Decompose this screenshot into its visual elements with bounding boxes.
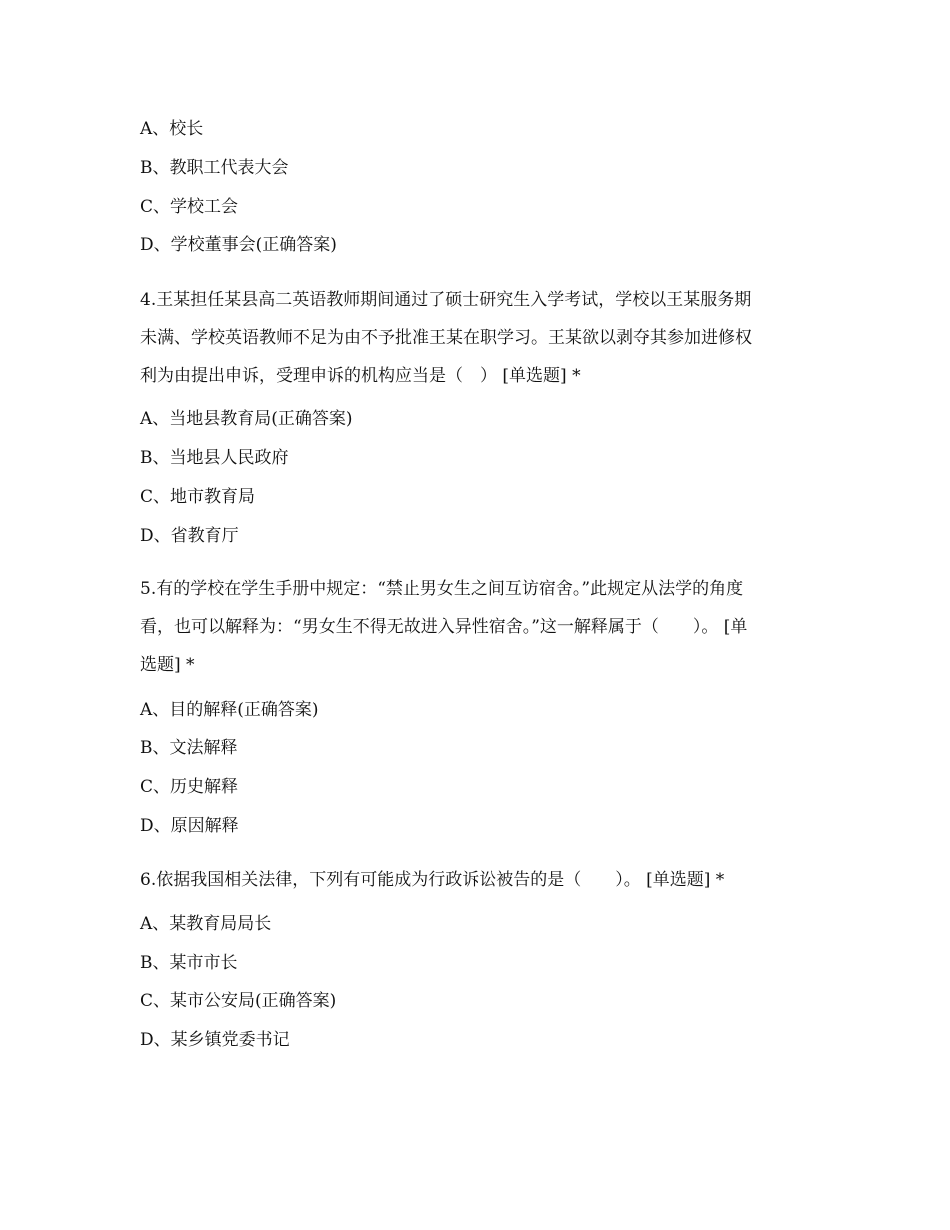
q6-question	[140, 861, 820, 899]
q4-option-c: C、地市教育局	[140, 487, 256, 507]
q6-option-a: A、某教育局局长	[140, 914, 272, 934]
q5-option-d: D、原因解释	[140, 816, 239, 836]
q6-option-d: D、某乡镇党委书记	[140, 1030, 290, 1050]
q3-option-d: D、学校董事会(正确答案)	[140, 235, 337, 255]
q3-option-c: C、学校工会	[140, 197, 239, 217]
q5-option-b: B、文法解释	[140, 738, 238, 758]
q6-option-b: B、某市市长	[140, 953, 238, 973]
q6-line: 6.依据我国相关法律，下列有可能成为行政诉讼被告的是（ ）。 [单选题] *	[140, 870, 725, 890]
q4-line: 4.王某担任某县高二英语教师期间通过了硕士研究生入学考试，学校以王某服务期	[140, 290, 752, 310]
q4-line: 未满、学校英语教师不足为由不予批准王某在职学习。王某欲以剥夺其参加进修权	[140, 328, 752, 348]
q6-option-c: C、某市公安局(正确答案)	[140, 991, 337, 1011]
q3-option-a: A、校长	[140, 119, 204, 139]
q5-option-c: C、历史解释	[140, 777, 239, 797]
q3-option-b: B、教职工代表大会	[140, 158, 289, 178]
q4-option-b: B、当地县人民政府	[140, 448, 289, 468]
q4-option-d: D、省教育厅	[140, 526, 239, 546]
q5-line: 选题] *	[140, 655, 195, 675]
q5-line: 看，也可以解释为：“男女生不得无故进入异性宿舍。”这一解释属于（ ）。 [单	[140, 617, 748, 637]
q4-option-a: A、当地县教育局(正确答案)	[140, 409, 353, 429]
q5-option-a: A、目的解释(正确答案)	[140, 700, 319, 720]
q5-question	[140, 570, 820, 684]
q5-line: 5.有的学校在学生手册中规定：“禁止男女生之间互访宿舍。”此规定从法学的角度	[140, 579, 744, 599]
q4-question	[140, 281, 820, 395]
q4-line: 利为由提出申诉，受理申诉的机构应当是（ ） [单选题] *	[140, 366, 581, 386]
